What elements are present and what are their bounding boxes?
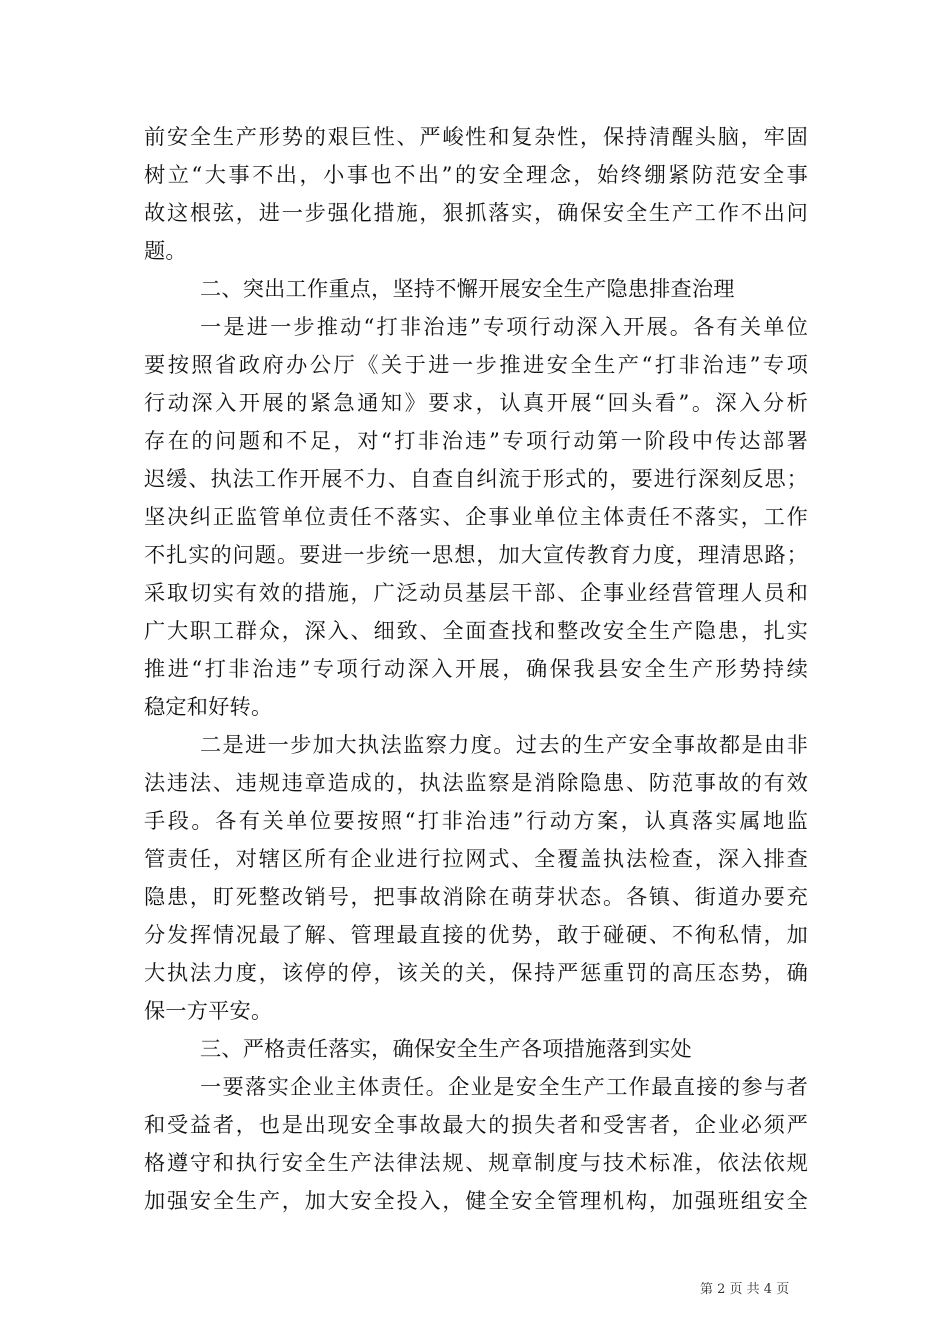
text-line: 不扎实的问题。要进一步统一思想，加大宣传教育力度，理清思路；	[144, 542, 808, 567]
text-line: 存在的问题和不足，对“打非治违”专项行动第一阶段中传达部署	[144, 428, 808, 453]
text-line: 隐患，盯死整改销号，把事故消除在萌芽状态。各镇、街道办要充	[144, 884, 808, 909]
text-line: 广大职工群众，深入、细致、全面查找和整改安全生产隐患，扎实	[144, 618, 808, 643]
text-line: 要按照省政府办公厅《关于进一步推进安全生产“打非治违”专项	[144, 352, 808, 377]
text-line: 树立“大事不出，小事也不出”的安全理念，始终绷紧防范安全事	[144, 162, 808, 187]
text-line: 分发挥情况最了解、管理最直接的优势，敢于碰硬、不徇私情，加	[144, 922, 808, 947]
text-line: 推进“打非治违”专项行动深入开展，确保我县安全生产形势持续	[144, 656, 808, 681]
text-line: 故这根弦，进一步强化措施，狠抓落实，确保安全生产工作不出问	[144, 200, 808, 225]
page-number-footer: 第 2 页 共 4 页	[700, 1282, 790, 1297]
text-line: 大执法力度，该停的停，该关的关，保持严惩重罚的高压态势，确	[144, 960, 808, 985]
text-line: 一是进一步推动“打非治违”专项行动深入开展。各有关单位	[200, 314, 808, 339]
text-line: 坚决纠正监管单位责任不落实、企事业单位主体责任不落实，工作	[144, 504, 808, 529]
text-line: 前安全生产形势的艰巨性、严峻性和复杂性，保持清醒头脑，牢固	[144, 124, 808, 149]
text-line: 管责任，对辖区所有企业进行拉网式、全覆盖执法检查，深入排查	[144, 846, 808, 871]
text-line: 一要落实企业主体责任。企业是安全生产工作最直接的参与者	[200, 1074, 808, 1099]
text-line: 迟缓、执法工作开展不力、自查自纠流于形式的，要进行深刻反思；	[144, 466, 808, 491]
section-heading: 二、突出工作重点，坚持不懈开展安全生产隐患排查治理	[200, 276, 735, 301]
text-line: 稳定和好转。	[144, 694, 273, 719]
text-line: 采取切实有效的措施，广泛动员基层干部、企事业经营管理人员和	[144, 580, 808, 605]
text-line: 格遵守和执行安全生产法律法规、规章制度与技术标准，依法依规	[144, 1150, 808, 1175]
text-line: 和受益者，也是出现安全事故最大的损失者和受害者，企业必须严	[144, 1112, 808, 1137]
text-line: 加强安全生产，加大安全投入，健全安全管理机构，加强班组安全	[144, 1188, 808, 1213]
text-line: 保一方平安。	[144, 998, 273, 1023]
section-heading: 三、严格责任落实，确保安全生产各项措施落到实处	[200, 1036, 692, 1061]
text-line: 二是进一步加大执法监察力度。过去的生产安全事故都是由非	[200, 732, 808, 757]
text-line: 法违法、违规违章造成的，执法监察是消除隐患、防范事故的有效	[144, 770, 808, 795]
text-line: 行动深入开展的紧急通知》要求，认真开展“回头看”。深入分析	[144, 390, 808, 415]
text-line: 题。	[144, 238, 187, 263]
text-line: 手段。各有关单位要按照“打非治违”行动方案，认真落实属地监	[144, 808, 808, 833]
